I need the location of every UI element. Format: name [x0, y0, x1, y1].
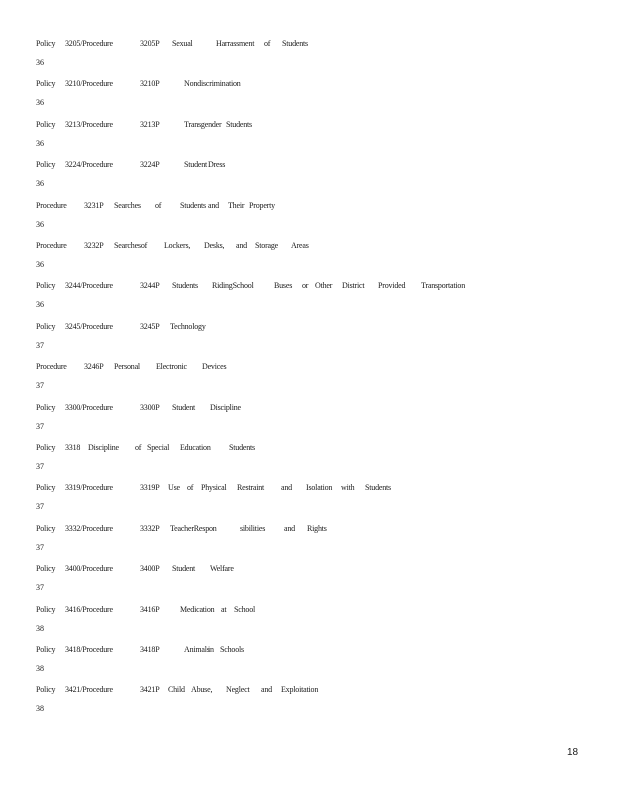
toc-entry-word: 3210P: [140, 79, 160, 89]
toc-entry-word: or: [302, 281, 309, 291]
toc-entry-word: Policy: [36, 119, 56, 129]
toc-entry-word: of: [155, 200, 162, 210]
toc-entry-page: 37: [36, 421, 44, 431]
toc-entry-word: Procedure: [36, 200, 67, 210]
toc-entry-word: Property: [249, 200, 275, 210]
toc-entry-word: Welfare: [210, 564, 234, 574]
toc-entry-page: 38: [36, 704, 44, 714]
toc-entry-word: 3332P: [140, 523, 160, 533]
toc-entry-page: 36: [36, 98, 44, 108]
toc-entry: [36, 402, 596, 442]
toc-entry-word: Other: [315, 281, 333, 291]
toc-entry-word: Physical: [201, 483, 227, 493]
toc-entry: [36, 200, 596, 240]
toc-entry-word: 3244P: [140, 281, 160, 291]
toc-entry-word: Areas: [291, 241, 309, 250]
toc-entry-word: Students: [172, 281, 198, 291]
page-number: 18: [567, 747, 579, 758]
toc-entry-word: Medication: [180, 604, 215, 614]
toc-entry-word: 3205P: [140, 39, 160, 48]
toc-entry-word: Abuse,: [191, 685, 213, 695]
toc-entry: [36, 38, 596, 78]
toc-entry: [36, 361, 596, 401]
toc-entry-word: Searches: [114, 200, 141, 210]
toc-entry-word: Policy: [36, 321, 56, 331]
toc-entry-word: of: [264, 39, 271, 48]
toc-entry-word: Procedure: [36, 241, 67, 250]
toc-entry-word: 3244/Procedure: [65, 281, 113, 291]
toc-entry-word: Policy: [36, 685, 56, 695]
toc-entry-word: 3224P: [140, 160, 160, 170]
toc-entry-word: and: [261, 685, 272, 695]
toc-entry-word: Discipline: [88, 443, 119, 452]
toc-entry: [36, 159, 596, 199]
toc-entry: [36, 523, 596, 563]
toc-entry-word: Policy: [36, 443, 56, 452]
toc-entry-word: and: [281, 483, 292, 493]
toc-entry: [36, 442, 596, 482]
toc-entry-word: Use: [168, 483, 180, 493]
toc-entry-word: 3416P: [140, 604, 160, 614]
toc-entry-word: Storage: [255, 241, 279, 250]
toc-entry-word: Policy: [36, 402, 56, 412]
toc-entry-word: Animals: [184, 645, 210, 654]
toc-entry-word: Policy: [36, 523, 56, 533]
toc-entry-word: 3319P: [140, 483, 160, 493]
toc-entry-word: Nondiscrimination: [184, 79, 241, 89]
toc-entry-word: School: [234, 604, 256, 614]
toc-entry-word: Discipline: [210, 402, 241, 412]
toc-entry-word: Isolation: [306, 483, 333, 493]
toc-entry-word: Students: [180, 200, 206, 210]
toc-entry-word: 3319/Procedure: [65, 483, 113, 493]
toc-entry-word: Students: [282, 39, 308, 48]
toc-entry-word: 3232P: [84, 241, 104, 250]
toc-entry-word: Neglect: [226, 685, 250, 695]
toc-entry: [36, 240, 596, 280]
toc-entry: [36, 280, 596, 320]
toc-entry-word: Lockers,: [164, 241, 191, 250]
toc-entry-word: Dress: [208, 160, 226, 170]
toc-entry-word: Devices: [202, 362, 227, 372]
toc-entry-word: Policy: [36, 645, 56, 654]
toc-entry-word: Education: [180, 443, 211, 452]
toc-entry-word: of: [187, 483, 194, 493]
toc-entry-word: 3416/Procedure: [65, 604, 113, 614]
toc-entry-page: 37: [36, 542, 44, 552]
toc-entry-word: Schools: [220, 645, 244, 654]
toc-entry-word: RidingSchool: [212, 281, 254, 291]
toc-entry-word: 3418/Procedure: [65, 645, 113, 654]
toc-entry-word: 3300P: [140, 402, 160, 412]
toc-entry-word: 3224/Procedure: [65, 160, 113, 170]
toc-entry-word: and: [284, 523, 295, 533]
toc-entry-word: 3332/Procedure: [65, 523, 113, 533]
toc-entry-page: 36: [36, 300, 44, 310]
toc-entry-page: 37: [36, 462, 44, 471]
toc-entry-page: 36: [36, 138, 44, 148]
toc-entry-word: 3421P: [140, 685, 160, 695]
toc-entry-word: Policy: [36, 483, 56, 493]
toc-entry-word: 3213/Procedure: [65, 119, 113, 129]
toc-entry-word: Desks,: [204, 241, 225, 250]
toc-entry: [36, 684, 596, 724]
toc-entry-word: Harrassment: [216, 39, 255, 48]
toc-entry-word: Student: [172, 402, 196, 412]
toc-entry-word: at: [221, 604, 227, 614]
toc-entry-word: Procedure: [36, 362, 67, 372]
toc-entry-word: and: [208, 200, 219, 210]
toc-entry-word: Policy: [36, 564, 56, 574]
toc-entry-word: 3213P: [140, 119, 160, 129]
toc-entry-word: 3245P: [140, 321, 160, 331]
toc-entry-word: Students: [229, 443, 255, 452]
toc-entry: [36, 563, 596, 603]
toc-entry-word: Student: [172, 564, 196, 574]
toc-entry: [36, 119, 596, 159]
toc-entry-word: Transgender: [184, 119, 222, 129]
toc-entry-word: Electronic: [156, 362, 187, 372]
toc-entry-word: in: [208, 645, 214, 654]
toc-entry: [36, 482, 596, 522]
toc-entry-word: of: [135, 443, 142, 452]
toc-entry-page: 36: [36, 179, 44, 189]
toc-entry-word: Policy: [36, 604, 56, 614]
toc-entry-word: Technology: [170, 321, 206, 331]
toc-entry-word: District: [342, 281, 365, 291]
toc-entry-word: 3318: [65, 443, 81, 452]
toc-entry-page: 36: [36, 58, 44, 67]
toc-entry-word: 3300/Procedure: [65, 402, 113, 412]
toc-entry-word: Restraint: [237, 483, 265, 493]
toc-entry-word: 3210/Procedure: [65, 79, 113, 89]
toc-entry-word: 3231P: [84, 200, 104, 210]
toc-entry-page: 36: [36, 260, 44, 269]
toc-entry-word: Provided: [378, 281, 406, 291]
toc-entry-word: Exploitation: [281, 685, 319, 695]
toc-entry-word: and: [236, 241, 247, 250]
toc-entry-word: 3421/Procedure: [65, 685, 113, 695]
toc-entry-word: 3400P: [140, 564, 160, 574]
toc-entry-word: Students: [365, 483, 391, 493]
toc-entry-word: sibilities: [240, 523, 266, 533]
toc-entry-word: Child: [168, 685, 185, 695]
toc-entry-word: 3246P: [84, 362, 104, 372]
toc-entry-word: Policy: [36, 160, 56, 170]
toc-entry-word: Policy: [36, 281, 56, 291]
toc-entry-word: Policy: [36, 39, 56, 48]
toc-entry-page: 38: [36, 623, 44, 633]
toc-entry-page: 37: [36, 340, 44, 350]
toc-entry-page: 38: [36, 664, 44, 673]
toc-entry: [36, 321, 596, 361]
toc-entry-word: Rights: [307, 523, 327, 533]
toc-entry-word: 3400/Procedure: [65, 564, 113, 574]
toc-entry-word: with: [341, 483, 355, 493]
toc-entry-word: 3245/Procedure: [65, 321, 113, 331]
toc-entry-page: 37: [36, 381, 44, 391]
toc-entry-word: Buses: [274, 281, 293, 291]
toc-entry-word: Searchesof: [114, 241, 148, 250]
toc-entry-word: Personal: [114, 362, 140, 372]
toc-entry-word: Their: [228, 200, 245, 210]
toc-entry-word: Special: [147, 443, 170, 452]
toc-entry: [36, 604, 596, 644]
toc-entry: [36, 78, 596, 118]
toc-entry-page: 37: [36, 502, 44, 512]
toc-entry-word: 3418P: [140, 645, 160, 654]
toc-entry-word: TeacherRespon: [170, 523, 217, 533]
toc-entry-word: Sexual: [172, 39, 193, 48]
toc-entry-word: Policy: [36, 79, 56, 89]
toc-entry-page: 36: [36, 219, 44, 229]
toc-entry: [36, 644, 596, 684]
toc-entry-word: Students: [226, 119, 252, 129]
toc-entry-word: Student: [184, 160, 208, 170]
toc-entry-word: Transportation: [421, 281, 466, 291]
toc-entry-word: 3205/Procedure: [65, 39, 113, 48]
toc-entry-page: 37: [36, 583, 44, 593]
